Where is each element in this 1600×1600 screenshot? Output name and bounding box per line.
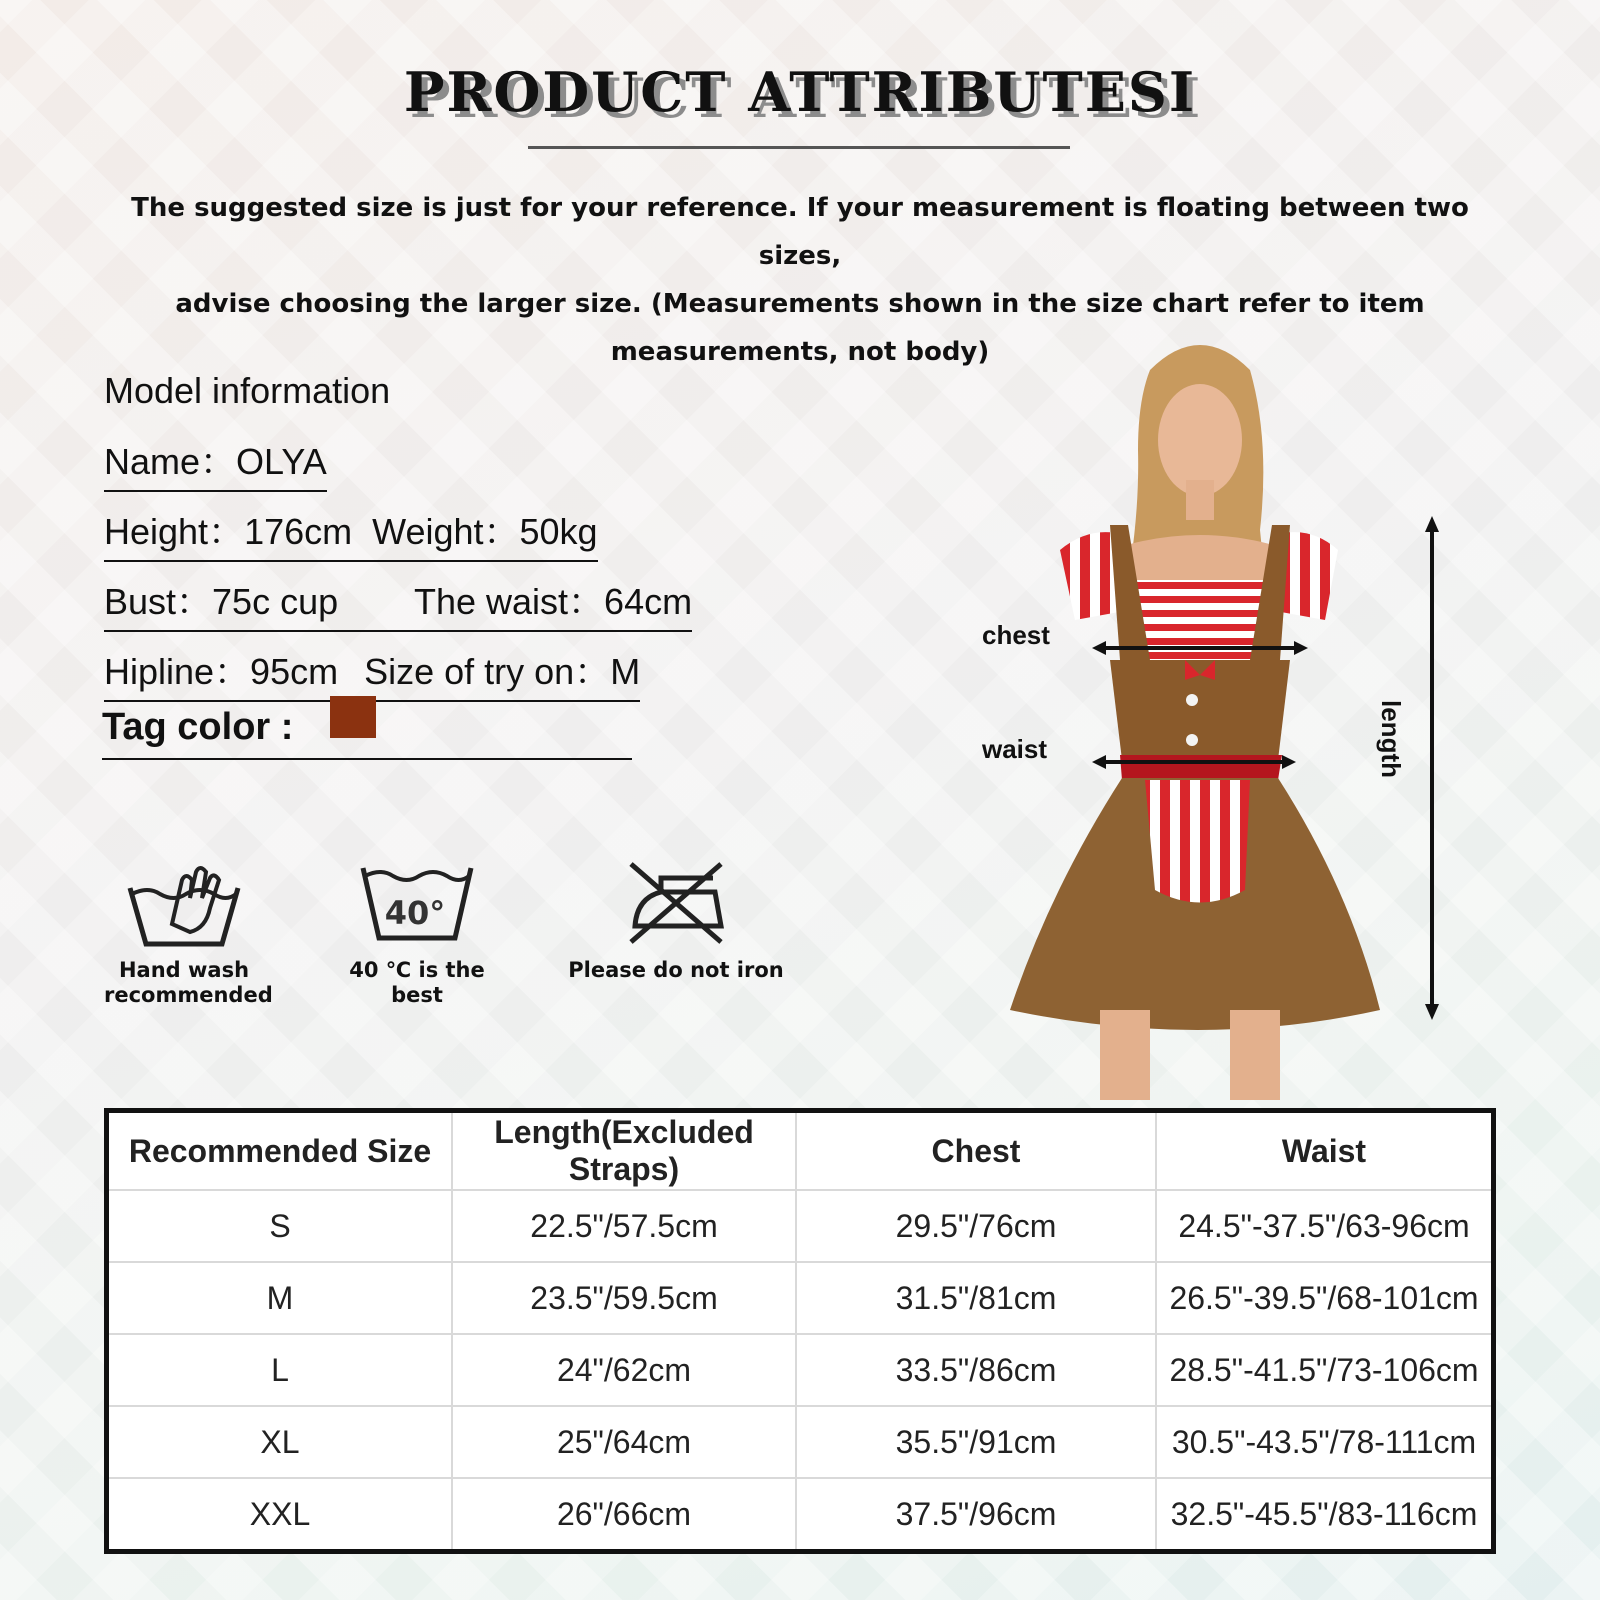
care-no-iron-line1: Please do not iron (568, 958, 784, 982)
model-figure (960, 330, 1480, 1100)
table-header-row (107, 1111, 1494, 1191)
size-cell: L (107, 1334, 453, 1406)
length-cell: 22.5"/57.5cm (452, 1190, 796, 1262)
size-cell: S (107, 1190, 453, 1262)
table-row (107, 1334, 1494, 1406)
care-hand-wash-line2: recommended (104, 983, 273, 1007)
table-row (107, 1262, 1494, 1334)
model-bust: Bust：75c cup (104, 581, 339, 622)
model-height-weight (104, 504, 598, 562)
size-advice-line-2: advise choosing the larger size. (Measurements shown in the size chart refer to item (175, 289, 1425, 319)
waist-cell: 30.5"-43.5"/78-111cm (1156, 1406, 1494, 1478)
waist-cell: 28.5"-41.5"/73-106cm (1156, 1334, 1494, 1406)
model-height: Height：176cm (104, 511, 353, 552)
size-cell: XL (107, 1406, 453, 1478)
no-iron-icon (621, 858, 731, 950)
model-name: Name：OLYA (104, 434, 327, 492)
length-cell: 26"/66cm (452, 1478, 796, 1552)
chest-cell: 35.5"/91cm (796, 1406, 1156, 1478)
model-hip-size (104, 644, 640, 702)
tag-color (102, 706, 632, 760)
title-area (0, 60, 1600, 124)
tag-color-label: Tag color : (102, 706, 294, 748)
length-cell: 25"/64cm (452, 1406, 796, 1478)
hand-wash-icon (124, 858, 244, 950)
length-cell: 23.5"/59.5cm (452, 1262, 796, 1334)
header-recommended-size: Recommended Size (107, 1111, 453, 1191)
header-length: Length(Excluded Straps) (452, 1111, 796, 1191)
header-chest: Chest (796, 1111, 1156, 1191)
model-weight: Weight：50kg (372, 511, 598, 552)
model-bust-waist (104, 574, 692, 632)
chest-label: chest (982, 620, 1050, 650)
care-wash-40 (322, 858, 512, 1008)
model-hipline: Hipline：95cm (104, 651, 339, 692)
waist-cell: 24.5"-37.5"/63-96cm (1156, 1190, 1494, 1262)
waist-cell: 26.5"-39.5"/68-101cm (1156, 1262, 1494, 1334)
model-try-on-size: Size of try on：M (364, 651, 641, 692)
chest-cell: 33.5"/86cm (796, 1334, 1156, 1406)
table-row (107, 1478, 1494, 1552)
waist-label: waist (982, 734, 1048, 764)
size-advice-line-3: measurements, not body) (610, 337, 990, 367)
table-row (107, 1406, 1494, 1478)
size-cell: M (107, 1262, 453, 1334)
model-heading: Model information (104, 370, 391, 411)
size-advice-line-1: The suggested size is just for your reference. If your measurement is floating between two sizes, (131, 193, 1469, 271)
care-no-iron (566, 858, 786, 983)
chest-cell: 29.5"/76cm (796, 1190, 1156, 1262)
care-hand-wash (104, 858, 273, 1008)
model-waist: The waist：64cm (414, 581, 693, 622)
care-wash-40-line1: 40 ℃ is the best (349, 958, 485, 1007)
wash-40-icon (357, 858, 477, 950)
size-chart-table (104, 1108, 1496, 1554)
length-label: length (1376, 700, 1406, 778)
page-title: PRODUCT ATTRIBUTESI (403, 60, 1197, 124)
length-cell: 24"/62cm (452, 1334, 796, 1406)
header-waist: Waist (1156, 1111, 1494, 1191)
table-row (107, 1190, 1494, 1262)
chest-cell: 37.5"/96cm (796, 1478, 1156, 1552)
care-hand-wash-line1: Hand wash (118, 958, 250, 982)
title-divider (528, 146, 1070, 149)
chest-cell: 31.5"/81cm (796, 1262, 1156, 1334)
waist-cell: 32.5"-45.5"/83-116cm (1156, 1478, 1494, 1552)
size-cell: XXL (107, 1478, 453, 1552)
wash-temperature-badge: 40° (384, 894, 446, 932)
model-information (104, 370, 784, 714)
tag-color-swatch (330, 696, 376, 738)
